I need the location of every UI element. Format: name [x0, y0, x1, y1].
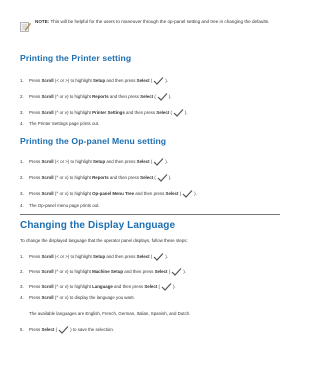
step-key: Select: [140, 175, 154, 181]
checkmark-icon: [153, 253, 164, 261]
step-text: (^ or v) to highlight: [53, 94, 93, 100]
step: [20, 283, 290, 291]
step-number: 2.: [20, 269, 24, 275]
step-key: Scroll: [41, 295, 54, 300]
step-text: ).: [165, 159, 168, 165]
step-text: Press: [29, 175, 42, 181]
step-number: 5.: [20, 327, 24, 333]
checkmark-icon: [157, 93, 168, 101]
step-text: (< or >) to highlight: [53, 254, 93, 260]
step-number: 1.: [20, 254, 24, 260]
section-intro: To change the displayed language that the operator panel displays, follow these steps:: [20, 238, 188, 243]
step-key: Select: [136, 254, 150, 260]
checkmark-icon: [161, 283, 172, 291]
step-text: Press: [29, 110, 42, 116]
step-text: and then press: [105, 78, 137, 84]
step-number: 3.: [20, 284, 24, 290]
step: [20, 253, 290, 261]
step: [20, 174, 290, 182]
step-key: Select: [156, 110, 170, 116]
step-text: and then press: [134, 191, 166, 197]
step-key: Select: [136, 159, 150, 165]
step-text: and then press: [124, 110, 157, 116]
step-number: 4.: [20, 203, 24, 208]
step-text: (^ or v) to highlight: [53, 110, 93, 116]
step-text: (< or >) to highlight: [53, 159, 93, 165]
step-text: (^ or v) to display the language you want.: [53, 295, 135, 300]
step-text: ).: [168, 94, 172, 100]
section-divider: [20, 214, 280, 215]
step-text: (: [178, 191, 182, 197]
step-text: (^ or v) to highlight: [53, 269, 93, 275]
step-key: Scroll: [41, 110, 54, 116]
step-menu: Language: [92, 284, 113, 290]
checkmark-icon: [153, 77, 164, 85]
step-key: Select: [136, 78, 150, 84]
step: [20, 158, 290, 166]
step-text: Press: [29, 295, 42, 300]
step: [20, 268, 290, 276]
step-text: (: [153, 175, 156, 181]
checkmark-icon: [171, 268, 182, 276]
step-text: The available languages are English, French, German, Italian, Spanish, and Dutch.: [29, 311, 191, 316]
step-text: (< or >) to highlight: [53, 78, 93, 84]
step-number: 2.: [20, 175, 24, 181]
section-title-printer-setting: Printing the Printer setting: [20, 53, 132, 63]
step-key: Scroll: [41, 254, 54, 260]
checkmark-icon: [182, 190, 193, 198]
checkmark-icon: [58, 326, 69, 334]
note-text: [35, 19, 285, 25]
step-text: (: [169, 110, 172, 116]
step-key: Select: [144, 284, 158, 290]
step: [20, 190, 290, 198]
step-text: The Printer Settings page prints out.: [29, 121, 100, 126]
step-text: Press: [29, 254, 42, 260]
step-text: and then press: [105, 159, 137, 165]
step-text: ).: [184, 110, 188, 116]
step-text: and then press: [108, 175, 141, 181]
step-menu: Setup: [92, 254, 106, 260]
step-text: (: [157, 284, 160, 290]
step-text: (: [167, 269, 171, 275]
step: [20, 203, 290, 208]
step: [20, 77, 290, 85]
step-menu: Op-panel Menu Tree: [92, 191, 135, 197]
step-text: and then press: [123, 269, 155, 275]
step-text: (: [54, 327, 58, 333]
step-number: 2.: [20, 94, 24, 100]
step-text: (: [149, 254, 153, 260]
step-key: Select: [41, 327, 55, 333]
step-text: Press: [29, 269, 42, 275]
step-note: [29, 311, 299, 316]
step-text: Press: [29, 159, 42, 165]
step-text: (^ or v) to highlight: [53, 284, 93, 290]
step-text: ).: [183, 269, 186, 275]
step: [20, 295, 290, 300]
step-menu: Reports: [92, 175, 109, 181]
note-label: NOTE:: [35, 19, 50, 24]
step: [20, 121, 290, 126]
step-text: Press: [29, 327, 42, 333]
step-text: ) to save the selection.: [70, 327, 115, 333]
step-text: The Op-panel menu page prints out.: [29, 203, 100, 208]
step-key: Scroll: [41, 175, 54, 181]
checkmark-icon: [157, 174, 168, 182]
step-number: 1.: [20, 78, 24, 84]
step-menu: Reports: [92, 94, 109, 100]
step-key: Scroll: [41, 191, 54, 197]
step-number: 4.: [20, 121, 24, 126]
step-text: ).: [168, 175, 172, 181]
step-key: Scroll: [41, 284, 54, 290]
step-text: Press: [29, 78, 42, 84]
step-text: ).: [194, 191, 197, 197]
step-menu: Printer Settings: [92, 110, 125, 116]
step-number: 3.: [20, 191, 24, 197]
step-text: and then press: [112, 284, 145, 290]
step-key: Scroll: [41, 159, 54, 165]
step-menu: Setup: [92, 78, 106, 84]
step-number: 1.: [20, 159, 24, 165]
step-text: Press: [29, 94, 42, 100]
step-text: (: [149, 78, 153, 84]
step-text: Press: [29, 191, 42, 197]
step: [20, 326, 290, 334]
step: [20, 93, 290, 101]
step-key: Select: [165, 191, 179, 197]
step-menu: Machine Setup: [92, 269, 124, 275]
step-number: 3.: [20, 110, 24, 116]
note-body: This will be helpful for the users to maneuver through the op-panel setting and tree in changing the defaults.: [50, 19, 270, 24]
step-key: Select: [154, 269, 168, 275]
step-text: Press: [29, 284, 42, 290]
step-text: ).: [172, 284, 176, 290]
step-menu: Setup: [92, 159, 106, 165]
checkmark-icon: [173, 109, 184, 117]
step-text: (^ or v) to highlight: [53, 175, 93, 181]
note-pencil-icon: [20, 19, 31, 30]
step-text: and then press: [108, 94, 141, 100]
checkmark-icon: [153, 158, 164, 166]
step-text: and then press: [105, 254, 137, 260]
section-title-display-language: Changing the Display Language: [20, 220, 176, 231]
step-key: Scroll: [41, 78, 54, 84]
step: [20, 109, 290, 117]
step-text: ).: [165, 78, 168, 84]
step-key: Scroll: [41, 94, 54, 100]
step-key: Scroll: [41, 269, 54, 275]
step-number: 4.: [20, 295, 24, 300]
section-title-op-panel-menu: Printing the Op-panel Menu setting: [20, 136, 167, 146]
step-text: (^ or v) to highlight: [53, 191, 93, 197]
step-key: Select: [140, 94, 154, 100]
step-text: (: [149, 159, 153, 165]
step-text: (: [153, 94, 156, 100]
step-text: ).: [165, 254, 168, 260]
